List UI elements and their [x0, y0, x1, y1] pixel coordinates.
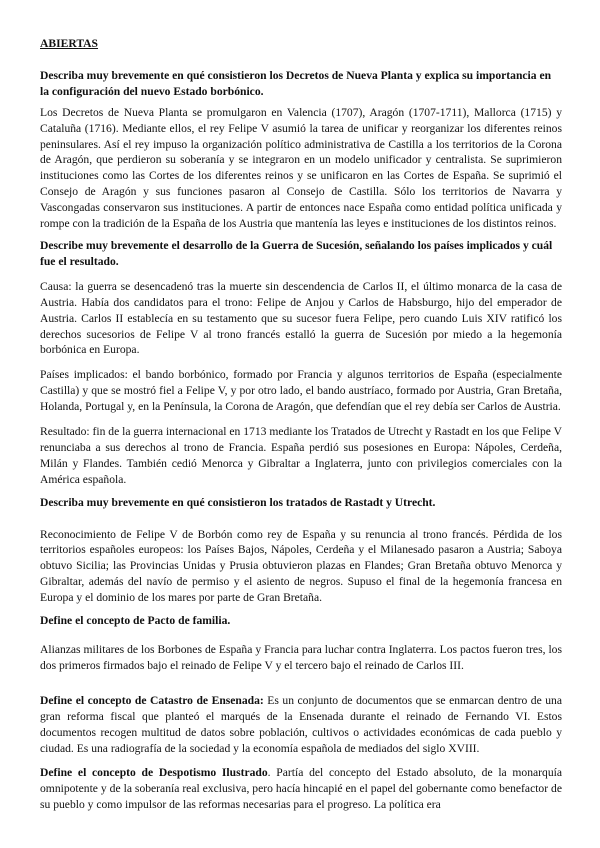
definition-despotismo-ilustrado [40, 765, 562, 813]
question-decretos-nueva-planta: Describa muy brevemente en qué consistieron los Decretos de Nueva Planta y explica su importancia en la configuración del nuevo Estado borbónico. [40, 68, 552, 98]
question-tratados-rastadt-utrecht: Describa muy brevemente en qué consistieron los tratados de Rastadt y Utrecht. [40, 495, 436, 509]
answer-guerra-sucesion-resultado: Resultado: fin de la guerra internacional en 1713 mediante los Tratados de Utrecht y Rastadt en los que Felipe V renunciaba a sus derechos al trono de Francia. España perdió sus posesiones en Europa: Nápoles, Cerdeña, Milán y Flandes. También cedió Menorca y Gibraltar a Inglaterra, junto con privilegios comerciales con la América española. [40, 425, 562, 486]
answer-guerra-sucesion-paises: Países implicados: el bando borbónico, formado por Francia y algunos territorios de España (especialmente Castilla) y que se mostró fiel a Felipe V, y por otro lado, el bando austríaco, formado por Austria, Gran Bretaña, Holanda, Portugal y, en la Península, la Corona de Aragón, que defendían que el rey debía ser Carlos de Austria. [40, 368, 562, 414]
document-body [40, 36, 562, 820]
question-guerra-sucesion: Describe muy brevemente el desarrollo de la Guerra de Sucesión, señalando los países implicados y cuál fue el resultado. [40, 238, 553, 268]
definition-despotismo-ilustrado-text: . Partía del concepto del Estado absoluto, de la monarquía omnipotente y de la soberanía real exclusiva, pero hacía hincapié en el papel del gobernante como benefactor de su pueblo y como impulsor de las reformas necesarias para el progreso. La política era [40, 766, 562, 812]
answer-decretos-nueva-planta: Los Decretos de Nueva Planta se promulgaron en Valencia (1707), Aragón (1707-1711), Mallorca (1715) y Cataluña (1716). Mediante ellos, el rey Felipe V asumió la tarea de unificar y reorganizar los diferentes reinos peninsulares. Así el rey impuso la organización político administrativa de Castilla a los territorios de la Corona de Aragón, que perdieron su soberanía y se integraron en un modelo unificador y centralista. Se suprimieron instituciones como las Cortes de los diferentes reinos y se unificaron en las Cortes de España. Se suprimió el Consejo de Aragón y sus funciones pasaron al Consejo de Castilla. Sólo los territorios de Navarra y Vascongadas conservaron sus instituciones. A partir de entonces nace España como entidad política unificada y rompe con la tradición de la España de los Austria que mantenía las leyes e instituciones de los distintos reinos. [40, 105, 562, 231]
definition-catastro-ensenada [40, 693, 562, 757]
answer-pacto-familia: Alianzas militares de los Borbones de España y Francia para luchar contra Inglaterra. Los pactos fueron tres, los dos primeros firmados bajo el reinado de Felipe V y el tercero bajo el reinado de Carlos III. [40, 643, 562, 672]
answer-guerra-sucesion-causa: Causa: la guerra se desencadenó tras la muerte sin descendencia de Carlos II, el último monarca de la casa de Austria. Había dos candidatos para el trono: Felipe de Anjou y Carlos de Habsburgo, hijo del emperador de Austria. Carlos II establecía en su testamento que su sucesor fuera Felipe, pero cuando Luis XIV ratificó los derechos sucesorios de Felipe V al trono francés estalló la guerra de Sucesión por miedo a la hegemonía borbónica en Europa. [40, 279, 562, 357]
definition-catastro-ensenada-label: Define el concepto de Catastro de Ensenada: [40, 693, 264, 707]
definition-despotismo-ilustrado-label: Define el concepto de Despotismo Ilustrado [40, 766, 268, 780]
definition-catastro-ensenada-text: Es un conjunto de documentos que se enmarcan dentro de una gran reforma fiscal que planteó el marqués de la Ensenada durante el reinado de Fernando VI. Estos documentos recogen multitud de datos sobre población, cultivos o actividades económicas de cada pueblo y ciudad. Es una radiografía de la sociedad y la economía española de mediados del siglo XVIII. [40, 693, 562, 755]
answer-tratados-rastadt-utrecht: Reconocimiento de Felipe V de Borbón como rey de España y su renuncia al trono francés. Pérdida de los territorios españoles europeos: los Países Bajos, Nápoles, Cerdeña y el Milanesado pasaron a Austria; Saboya obtuvo Sicilia; las Provincias Unidas y Prusia obtuvieron plazas en Flandes; Gran Bretaña obtuvo Menorca y Gibraltar, además del navío de permiso y el asiento de negros. Supuso el final de la hegemonía francesa en Europa y el dominio de los mares por parte de Gran Bretaña. [40, 527, 562, 605]
question-pacto-familia: Define el concepto de Pacto de familia. [40, 614, 231, 628]
page-heading: ABIERTAS [40, 37, 99, 50]
